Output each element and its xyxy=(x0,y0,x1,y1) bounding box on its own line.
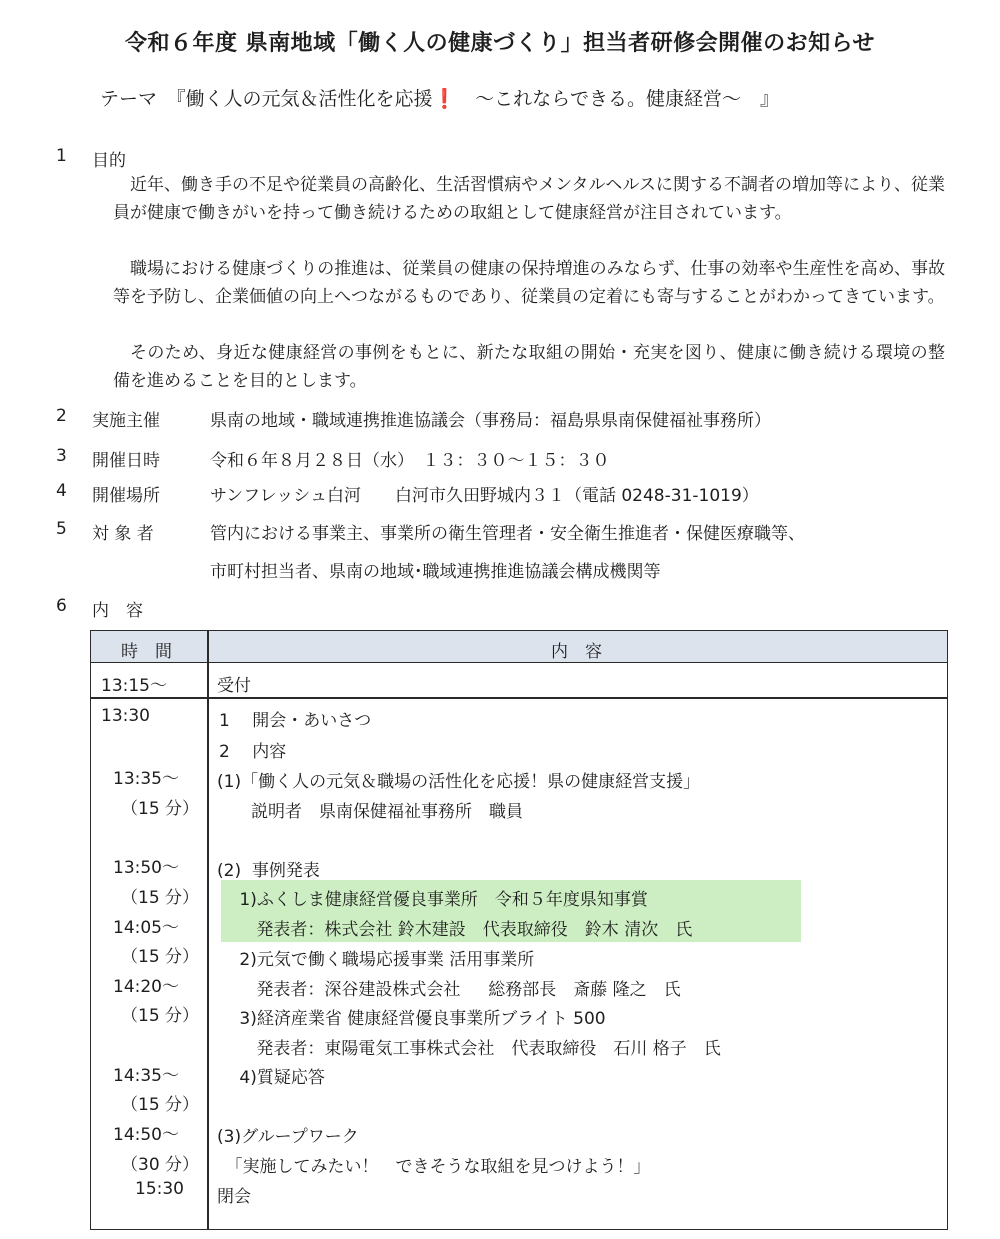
purpose-paragraph-2: 職場における健康づくりの推進は、従業員の健康の保持増進のみならず、仕事の効率や生産性を高め、事故等を予防し、企業価値の向上へつながるものであり、従業員の定着にも寄与することがわかってきています。 xyxy=(113,259,945,307)
purpose-paragraph-3: そのため、身近な健康経営の事例をもとに、新たな取組の開始・充実を図り、健康に働き続ける環境の整備を進めることを目的とします。 xyxy=(113,343,945,391)
section-1-label: 目的 xyxy=(92,151,126,171)
case-qa: 4)質疑応答 xyxy=(217,1068,325,1088)
section-3-number: 3 xyxy=(56,446,67,466)
section-3-label: 開催日時 xyxy=(92,451,160,471)
time-slot: 15:30 xyxy=(135,1179,184,1199)
theme-line: テーマ 『働く人の元気＆活性化を応援❗ ～これならできる。健康経営～ 』 xyxy=(100,88,779,110)
section-4-label: 開催場所 xyxy=(92,486,160,506)
item-opening: 1 開会・あいさつ xyxy=(219,711,372,731)
duration-label: （15 分） xyxy=(121,888,200,908)
duration-label: （15 分） xyxy=(121,947,200,967)
duration-label: （30 分） xyxy=(121,1155,200,1175)
time-slot: 13:35～ xyxy=(113,769,179,789)
time-slot: 14:05～ xyxy=(113,918,179,938)
header-time: 時 間 xyxy=(121,642,172,662)
item-support-talk: (1)「働く人の元気＆職場の活性化を応援！県の健康経営支援」 xyxy=(217,772,701,792)
section-5-label: 対 象 者 xyxy=(92,524,154,544)
case-2-title: 2)元気で働く職場応援事業 活用事業所 xyxy=(217,950,535,970)
time-slot: 13:50～ xyxy=(113,858,179,878)
case-1-title: 1)ふくしま健康経営優良事業所 令和５年度県知事賞 xyxy=(217,890,648,910)
section-4-number: 4 xyxy=(56,481,67,501)
venue-value: サンフレッシュ白河 白河市久田野城内３１（電話 0248-31-1019） xyxy=(210,486,759,506)
section-2-label: 実施主催 xyxy=(92,411,160,431)
item-contents: 2 内容 xyxy=(219,742,287,762)
item-case-study: (2) 事例発表 xyxy=(217,861,320,881)
target-line-2: 市町村担当者、県南の地域･職域連携推進協議会構成機関等 xyxy=(210,562,661,582)
schedule-header xyxy=(91,631,947,663)
content-reception: 受付 xyxy=(217,676,251,696)
group-work-theme: 「実施してみたい！ できそうな取組を見つけよう！」 xyxy=(217,1157,651,1177)
organizer-value: 県南の地域・職域連携推進協議会（事務局：福島県県南保健福祉事務所） xyxy=(210,411,771,431)
item-support-speaker: 説明者 県南保健福祉事務所 職員 xyxy=(217,802,523,822)
section-6-number: 6 xyxy=(56,596,67,616)
section-6-label: 内 容 xyxy=(92,601,143,621)
date-value: 令和６年８月２８日（水） １３：３０～１５：３０ xyxy=(210,451,610,471)
row-divider xyxy=(91,697,947,699)
duration-label: （15 分） xyxy=(121,1095,200,1115)
section-2-number: 2 xyxy=(56,406,67,426)
time-slot: 13:30 xyxy=(101,706,150,726)
item-closing: 閉会 xyxy=(217,1187,251,1207)
case-3-title: 3)経済産業省 健康経営優良事業所ブライト 500 xyxy=(217,1009,606,1029)
column-divider xyxy=(207,631,209,1229)
item-group-work: (3)グループワーク xyxy=(217,1127,359,1147)
header-content: 内 容 xyxy=(551,642,602,662)
time-reception: 13:15～ xyxy=(101,676,167,696)
case-2-presenter: 発表者：深谷建設株式会社 総務部長 斎藤 隆之 氏 xyxy=(217,980,681,1000)
section-5-number: 5 xyxy=(56,519,67,539)
section-1-number: 1 xyxy=(56,146,67,166)
case-1-presenter: 発表者：株式会社 鈴木建設 代表取締役 鈴木 清次 氏 xyxy=(217,920,693,940)
duration-label: （15 分） xyxy=(121,799,200,819)
time-slot: 14:50～ xyxy=(113,1125,179,1145)
page-title: 令和６年度 県南地域「働く人の健康づくり」担当者研修会開催のお知らせ xyxy=(124,31,875,56)
time-slot: 14:20～ xyxy=(113,977,179,997)
schedule-table xyxy=(90,630,948,1230)
case-3-presenter: 発表者：東陽電気工事株式会社 代表取締役 石川 格子 氏 xyxy=(217,1039,721,1059)
target-line-1: 管内における事業主、事業所の衛生管理者・安全衛生推進者・保健医療職等、 xyxy=(210,524,805,544)
duration-label: （15 分） xyxy=(121,1006,200,1026)
time-slot: 14:35～ xyxy=(113,1066,179,1086)
purpose-paragraph-1: 近年、働き手の不足や従業員の高齢化、生活習慣病やメンタルヘルスに関する不調者の増加等により、従業員が健康で働きがいを持って働き続けるための取組として健康経営が注目されています。 xyxy=(113,175,945,223)
